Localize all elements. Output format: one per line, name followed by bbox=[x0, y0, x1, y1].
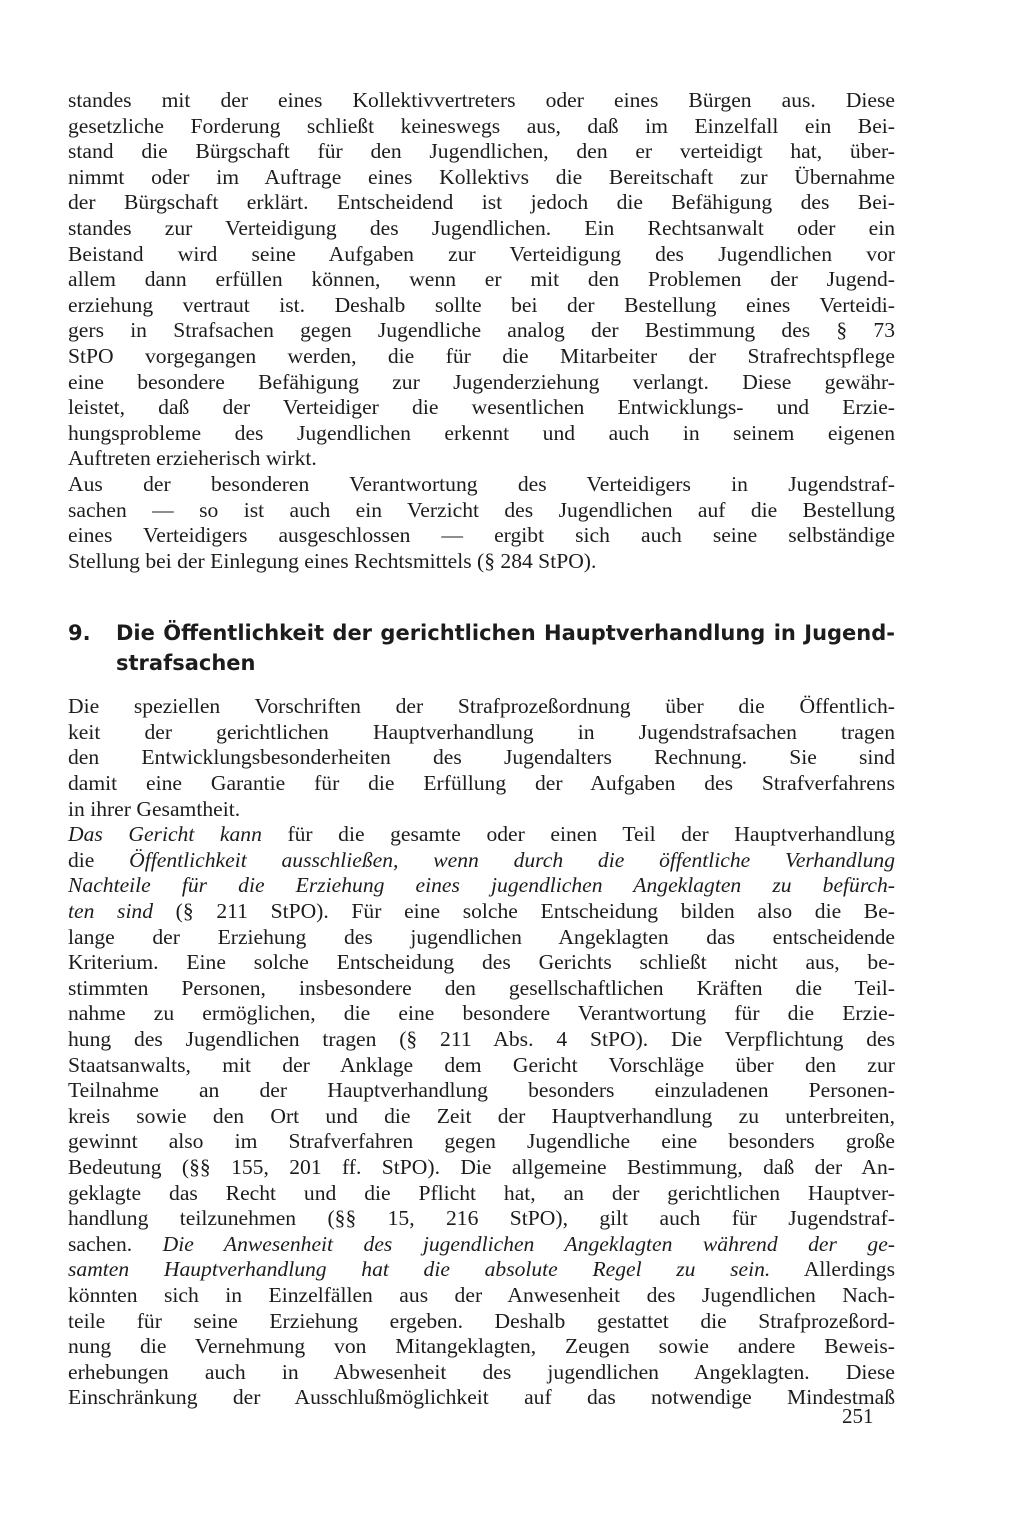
text-line: den Entwicklungsbesonderheiten des Jugendalters Rechnung. Sie sind bbox=[68, 745, 895, 770]
italic-text: Nachteile für die Erziehung eines jugendlichen Angeklagten zu befürch- bbox=[68, 873, 895, 898]
text-line: gers in Strafsachen gegen Jugendliche analog der Bestimmung des § 73 bbox=[68, 318, 895, 343]
plain-text: (§ 211 StPO). Für eine solche Entscheidung bilden also die Be- bbox=[153, 899, 895, 924]
paragraph-3 bbox=[68, 694, 895, 822]
text-line: Die speziellen Vorschriften der Strafprozeßordnung über die Öffentlich- bbox=[68, 694, 895, 719]
section-title-line: Die Öffentlichkeit der gerichtlichen Hauptverhandlung in Jugend- bbox=[116, 621, 895, 646]
text-line: nahme zu ermöglichen, die eine besondere Verantwortung für die Erzie- bbox=[68, 1001, 895, 1026]
text-line: keit der gerichtlichen Hauptverhandlung in Jugendstrafsachen tragen bbox=[68, 719, 895, 744]
text-line: nung die Vernehmung von Mitangeklagten, Zeugen sowie andere Beweis- bbox=[68, 1334, 895, 1359]
text-line: allem dann erfüllen können, wenn er mit den Problemen der Jugend- bbox=[68, 267, 895, 292]
text-line bbox=[68, 1232, 895, 1258]
paragraph-2 bbox=[68, 472, 895, 574]
text-line: stand die Bürgschaft für den Jugendlichen, den er verteidigt hat, über- bbox=[68, 139, 895, 164]
text-line: StPO vorgegangen werden, die für die Mitarbeiter der Strafrechtspflege bbox=[68, 343, 895, 368]
text-line bbox=[68, 873, 895, 899]
italic-text: Öffentlichkeit ausschließen, wenn durch die öffentliche Verhandlung bbox=[129, 847, 895, 872]
italic-text: Das Gericht kann bbox=[68, 822, 262, 847]
text-line bbox=[68, 848, 895, 874]
text-line bbox=[68, 822, 895, 848]
section-number: 9. bbox=[68, 621, 91, 646]
text-line: Staatsanwalts, mit der Anklage dem Gericht Vorschläge über den zur bbox=[68, 1052, 895, 1077]
text-line: teile für seine Erziehung ergeben. Deshalb gestattet die Strafprozeßord- bbox=[68, 1308, 895, 1333]
plain-text: die bbox=[68, 847, 130, 872]
plain-text: Allerdings bbox=[770, 1257, 895, 1282]
section-title-line: strafsachen bbox=[116, 651, 256, 676]
text-line: nimmt oder im Auftrage eines Kollektivs die Bereitschaft zur Übernahme bbox=[68, 164, 895, 189]
plain-text: sachen. bbox=[68, 1231, 163, 1256]
text-line: gesetzliche Forderung schließt keineswegs aus, daß im Einzelfall ein Bei- bbox=[68, 113, 895, 138]
text-line bbox=[68, 1257, 895, 1283]
text-line: stimmten Personen, insbesondere den gesellschaftlichen Kräften die Teil- bbox=[68, 975, 895, 1000]
text-line: eine besondere Befähigung zur Jugenderziehung verlangt. Diese gewähr- bbox=[68, 369, 895, 394]
text-line bbox=[68, 899, 895, 925]
text-line: hung des Jugendlichen tragen (§ 211 Abs. 4 StPO). Die Verpflichtung des bbox=[68, 1027, 895, 1051]
text-line: erziehung vertraut ist. Deshalb sollte bei der Bestellung eines Verteidi- bbox=[68, 292, 895, 317]
section-heading bbox=[68, 618, 895, 678]
text-line: sachen — so ist auch ein Verzicht des Jugendlichen auf die Bestellung bbox=[68, 497, 895, 522]
text-line: Bedeutung (§§ 155, 201 ff. StPO). Die allgemeine Bestimmung, daß der An- bbox=[68, 1154, 895, 1179]
text-line: Einschränkung der Ausschlußmöglichkeit auf das notwendige Mindestmaß bbox=[68, 1385, 895, 1410]
plain-text: für die gesamte oder einen Teil der Hauptverhandlung bbox=[261, 822, 895, 847]
text-line: Beistand wird seine Aufgaben zur Verteidigung des Jugendlichen vor bbox=[68, 241, 895, 266]
text-line: leistet, daß der Verteidiger die wesentlichen Entwicklungs- und Erzie- bbox=[68, 395, 895, 420]
paragraph-4 bbox=[68, 822, 895, 1411]
text-line: handlung teilzunehmen (§§ 15, 216 StPO), gilt auch für Jugendstraf- bbox=[68, 1206, 895, 1231]
text-line: standes zur Verteidigung des Jugendlichen. Ein Rechtsanwalt oder ein bbox=[68, 215, 895, 240]
text-line: gewinnt also im Strafverfahren gegen Jugendliche eine besonders große bbox=[68, 1129, 895, 1154]
italic-text: samten Hauptverhandlung hat die absolute Regel zu sein. bbox=[68, 1257, 771, 1282]
text-line: geklagte das Recht und die Pflicht hat, an der gerichtlichen Hauptver- bbox=[68, 1180, 895, 1205]
text-line: standes mit der eines Kollektivvertreters oder eines Bürgen aus. Diese bbox=[68, 88, 895, 112]
text-line: der Bürgschaft erklärt. Entscheidend ist jedoch die Befähigung des Bei- bbox=[68, 190, 895, 215]
text-line: Stellung bei der Einlegung eines Rechtsmittels (§ 284 StPO). bbox=[68, 548, 597, 573]
text-line: damit eine Garantie für die Erfüllung der Aufgaben des Strafverfahrens bbox=[68, 771, 895, 796]
text-line: Aus der besonderen Verantwortung des Verteidigers in Jugendstraf- bbox=[68, 471, 895, 496]
text-line: Kriterium. Eine solche Entscheidung des Gerichts schließt nicht aus, be- bbox=[68, 950, 895, 975]
page-number: 251 bbox=[842, 1404, 874, 1428]
text-line: Teilnahme an der Hauptverhandlung besonders einzuladenen Personen- bbox=[68, 1078, 895, 1103]
text-line: in ihrer Gesamtheit. bbox=[68, 796, 241, 821]
section-title bbox=[116, 618, 895, 678]
page-body bbox=[68, 88, 895, 1411]
text-line: kreis sowie den Ort und die Zeit der Hauptverhandlung zu unterbreiten, bbox=[68, 1103, 895, 1128]
text-line: eines Verteidigers ausgeschlossen — ergibt sich auch seine selbständige bbox=[68, 523, 895, 548]
text-line: erhebungen auch in Abwesenheit des jugendlichen Angeklagten. Diese bbox=[68, 1359, 895, 1384]
text-line: lange der Erziehung des jugendlichen Angeklagten das entscheidende bbox=[68, 924, 895, 949]
text-line: könnten sich in Einzelfällen aus der Anwesenheit des Jugendlichen Nach- bbox=[68, 1282, 895, 1307]
paragraph-1 bbox=[68, 88, 895, 472]
text-line: hungsprobleme des Jugendlichen erkennt und auch in seinem eigenen bbox=[68, 420, 895, 445]
italic-text: Die Anwesenheit des jugendlichen Angeklagten während der ge- bbox=[162, 1231, 895, 1256]
italic-text: ten sind bbox=[68, 899, 154, 924]
text-line: Auftreten erzieherisch wirkt. bbox=[68, 446, 317, 471]
